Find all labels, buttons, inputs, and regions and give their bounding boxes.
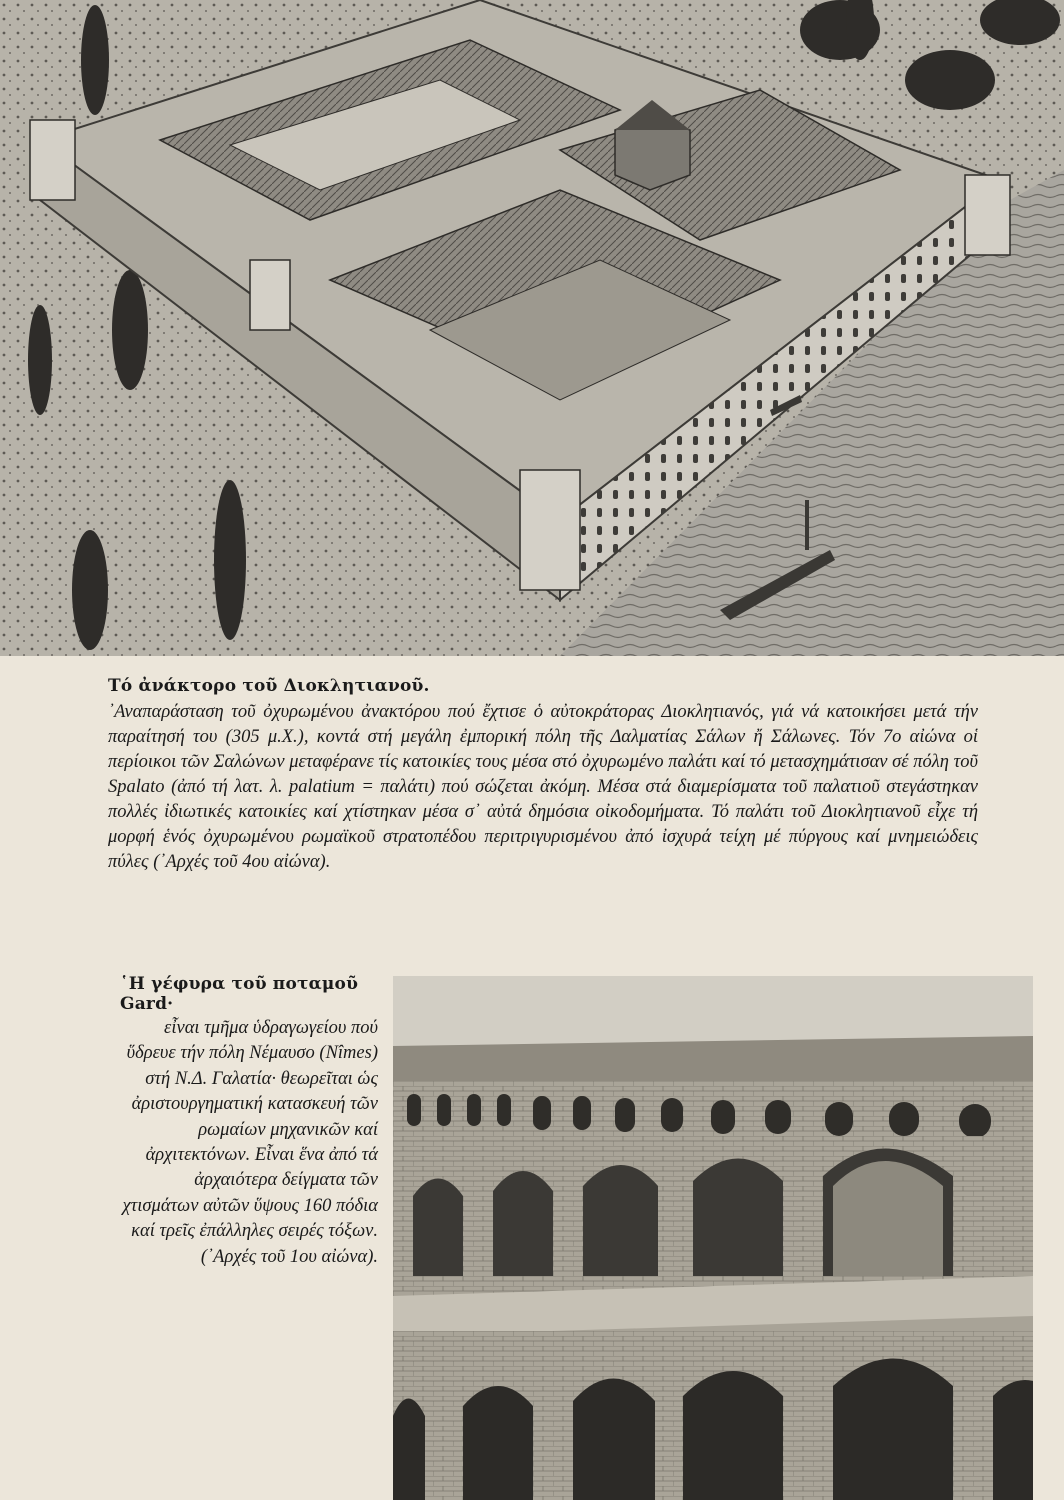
- bridge-caption-title: ῾Η γέφυρα τοῦ ποταμοῦ Gard·: [120, 974, 359, 1014]
- aqueduct-photo-icon: [393, 976, 1033, 1500]
- palace-caption: [108, 676, 978, 875]
- bridge-photo: [393, 976, 1033, 1500]
- palace-caption-title: Τό ἀνάκτορο τοῦ Διοκλητιανοῦ.: [108, 676, 430, 696]
- palace-illustration: [0, 0, 1064, 656]
- palace-caption-body: ᾿Αναπαράσταση τοῦ ὀχυρωμένου ἀνακτόρου πού ἔχτισε ὁ αὐτοκράτορας Διοκλητιανός, γιά νά κατοικήσει μετά τήν παραίτησή του (305 μ.Χ.), κοντά στή μεγάλη ἐμπορική πόλη τῆς Δαλματίας Σάλων ἤ Σάλωνες. Τόν 7ο αἰώνα οἱ περίοικοι τῶν Σαλώνων μεταφέρανε τίς κατοικίες τους μέσα στό ὀχυρωμένο παλάτι καί τό μετασχημάτισαν σέ πόλη τοῦ Spalato (ἀπό τή λατ. λ. palatium = παλάτι) πού σώζεται ἀκόμη. Μέσα στά διαμερίσματα τοῦ παλατιοῦ στεγάστηκαν πολλές ἰδιωτικές κατοικίες καί χτίστηκαν μέσα σ᾿ αὐτά δημόσια οἰκοδομήματα. Τό παλάτι τοῦ Διοκλητιανοῦ εἶχε τή μορφή ἑνός ὀχυρωμένου ρωμαϊκοῦ στρατοπέδου περιτριγυρισμένου ἀπό ἰσχυρά τείχη μέ πύργους καί μνημειώδεις πύλες (᾿Αρχές τοῦ 4ου αἰώνα).: [108, 702, 978, 872]
- bridge-caption-body: εἶναι τμῆμα ὑδραγωγείου πού ὕδρευε τήν πόλη Νέμαυσο (Nîmes) στή Ν.Δ. Γαλατία· θεωρεῖται ὡς ἀριστουργηματική κατασκευή τῶν ρωμαίων μηχανικῶν καί ἀρχιτεκτόνων. Εἶναι ἕνα ἀπό τά ἀρχαιότερα δείγματα τῶν χτισμάτων αὐτῶν ὕψους 160 πόδια καί τρεῖς ἐπάλληλες σειρές τόξων. (᾿Αρχές τοῦ 1ου αἰώνα).: [122, 1018, 378, 1267]
- bridge-caption: [120, 974, 378, 1270]
- palace-illustration-icon: [0, 0, 1064, 656]
